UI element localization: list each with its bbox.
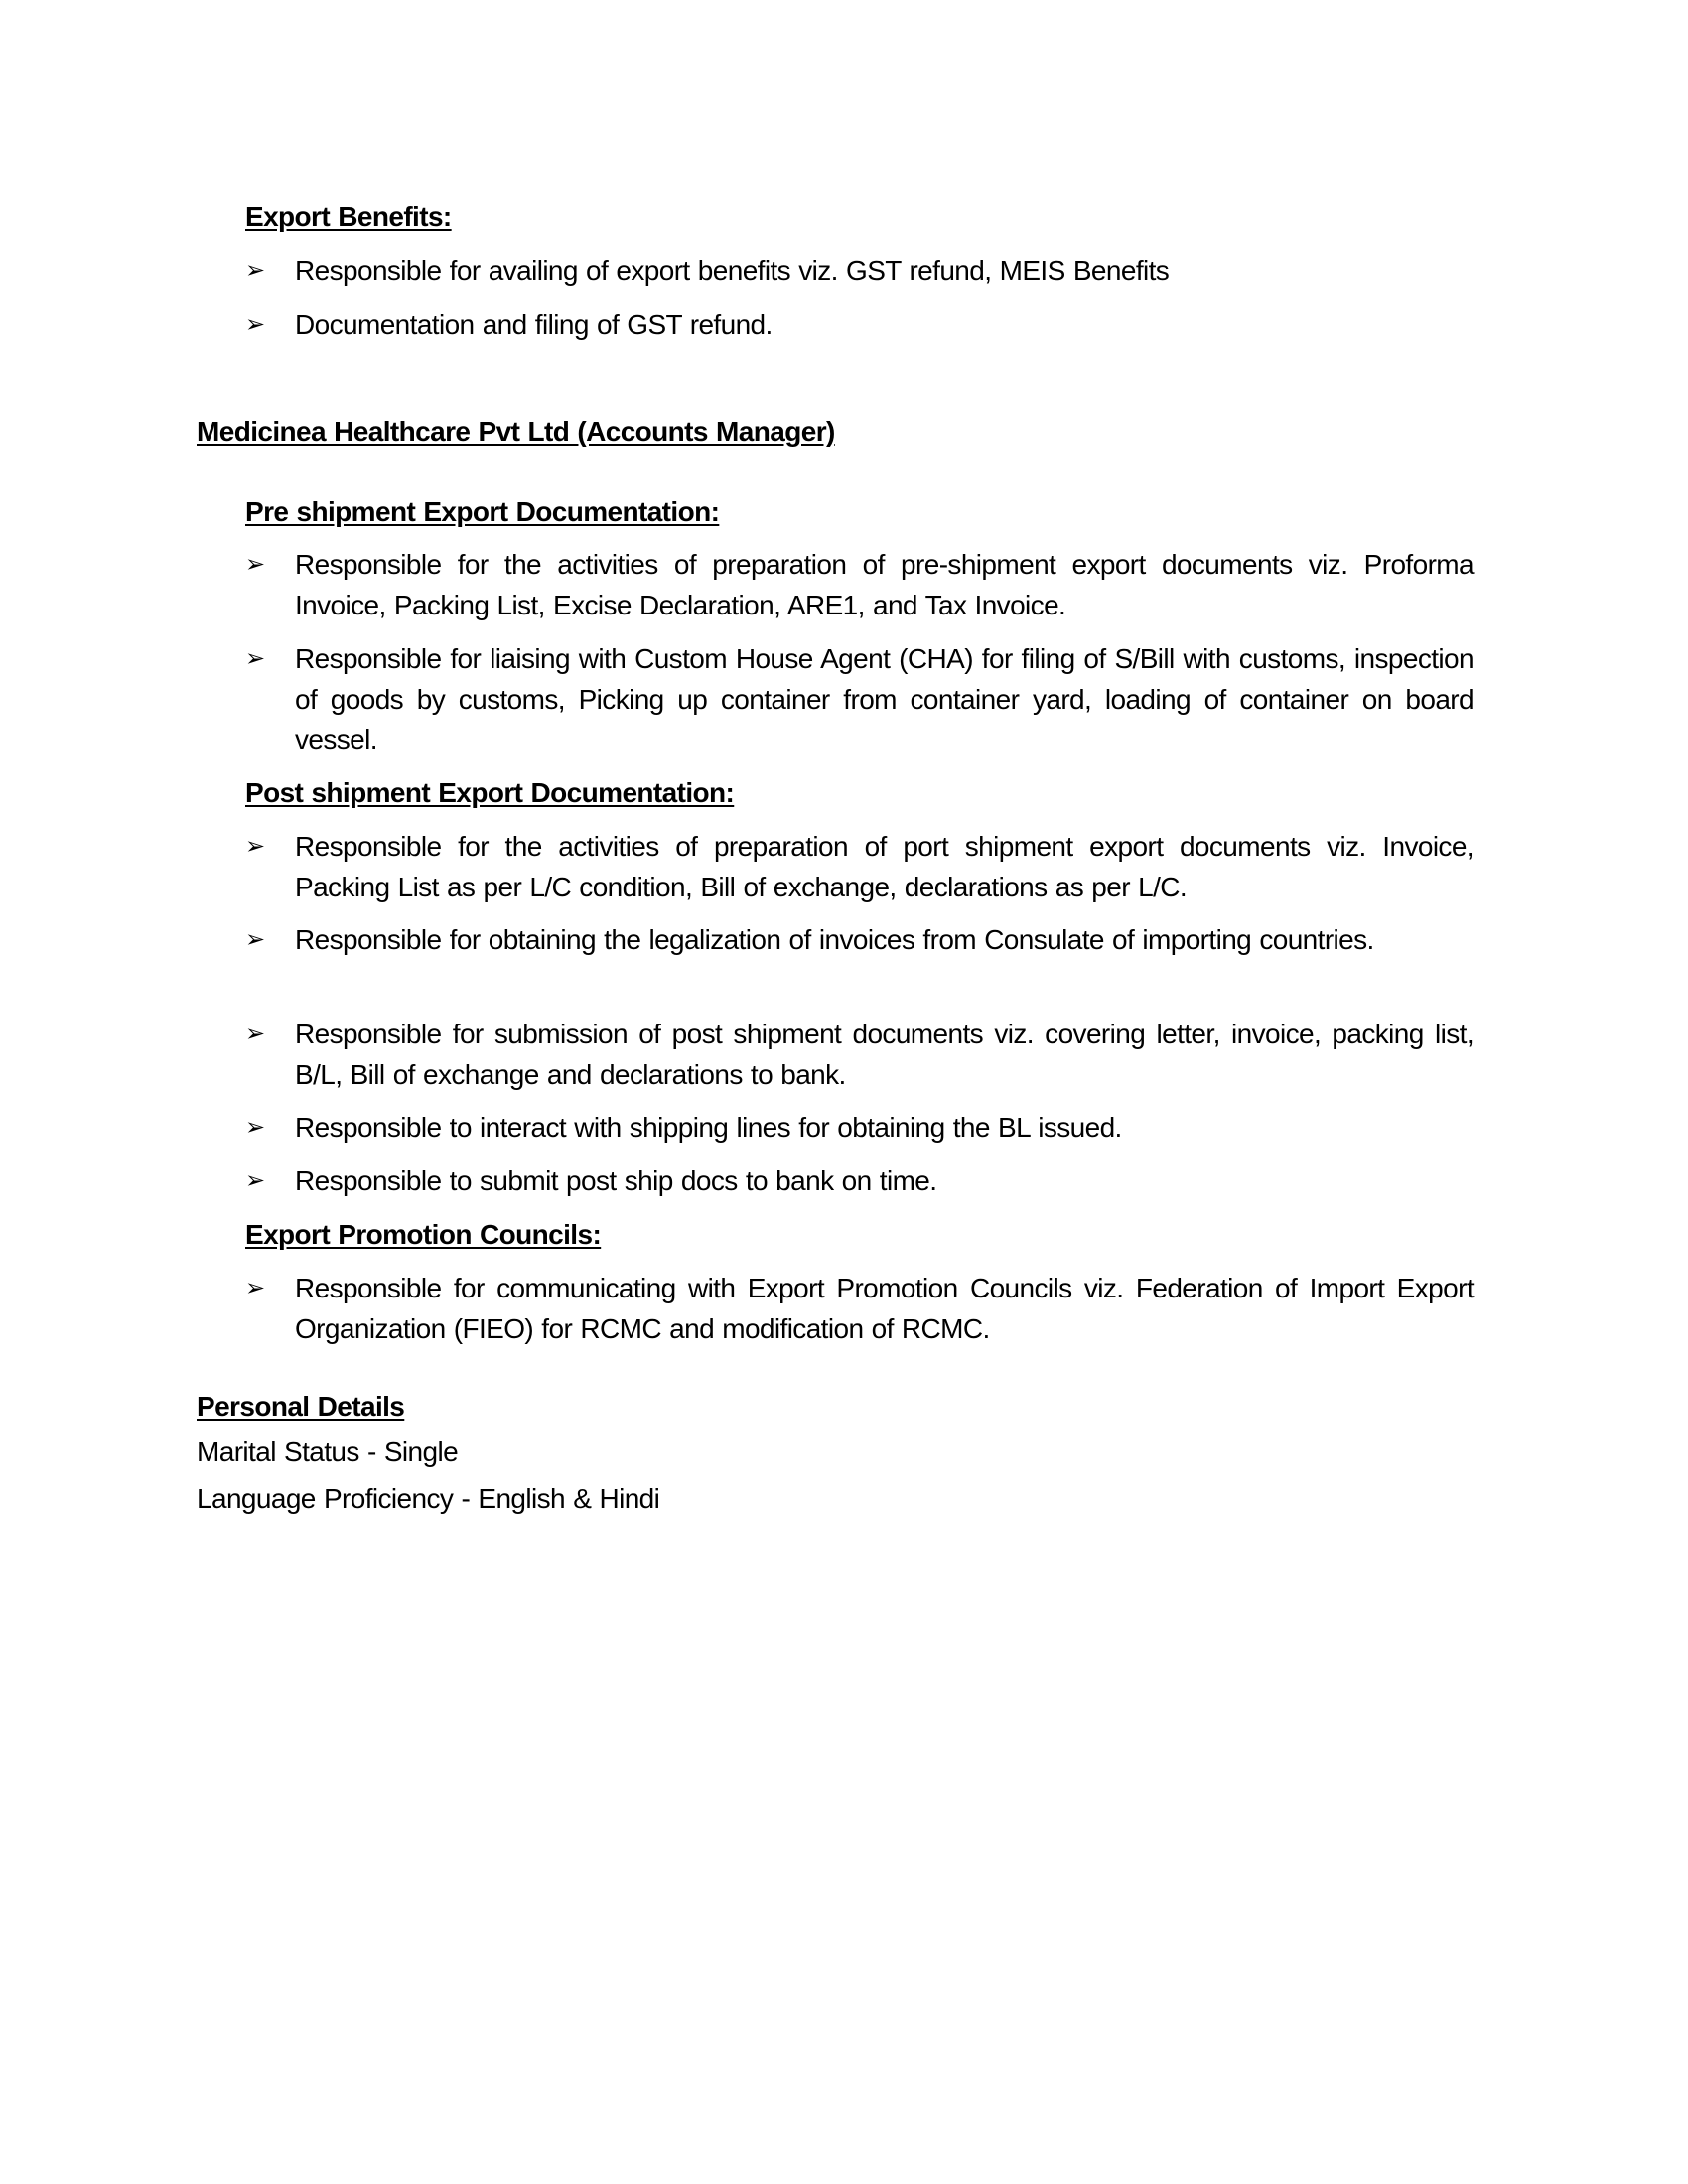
export-benefits-bullet-2: Documentation and filing of GST refund.: [295, 309, 773, 340]
export-promotion-heading: Export Promotion Councils:: [245, 1219, 602, 1250]
pre-shipment-bullet-1: Responsible for the activities of preparation of pre-shipment export documents viz. Proforma Invoice, Packing List, Excise Declaration, ARE1, and Tax Invoice.: [295, 549, 1474, 620]
personal-details-heading: Personal Details: [197, 1391, 405, 1422]
post-shipment-bullet-1: Responsible for the activities of preparation of port shipment export documents viz. Invoice, Packing List as per L/C condition, Bill of exchange, declarations as per L/C.: [295, 831, 1474, 902]
arrowhead-bullet-icon: ➢: [245, 257, 266, 284]
pre-shipment-bullet-2: Responsible for liaising with Custom House Agent (CHA) for filing of S/Bill with customs, inspection of goods by customs, Picking up container from container yard, loading of container on board vessel.: [295, 643, 1474, 754]
post-shipment-bullet-2: Responsible for obtaining the legalization of invoices from Consulate of importing countries.: [295, 924, 1374, 955]
company-heading: Medicinea Healthcare Pvt Ltd (Accounts Manager): [197, 416, 835, 447]
language-proficiency: Language Proficiency - English & Hindi: [197, 1483, 660, 1514]
post-shipment-bullet-4: Responsible to interact with shipping lines for obtaining the BL issued.: [295, 1112, 1122, 1143]
export-benefits-heading: Export Benefits:: [245, 202, 452, 232]
arrowhead-bullet-icon: ➢: [245, 311, 266, 338]
arrowhead-bullet-icon: ➢: [245, 926, 266, 953]
arrowhead-bullet-icon: ➢: [245, 1114, 266, 1141]
arrowhead-bullet-icon: ➢: [245, 551, 266, 578]
post-shipment-bullet-3: Responsible for submission of post shipment documents viz. covering letter, invoice, packing list, B/L, Bill of exchange and declarations to bank.: [295, 1019, 1474, 1090]
arrowhead-bullet-icon: ➢: [245, 833, 266, 860]
post-shipment-bullet-5: Responsible to submit post ship docs to bank on time.: [295, 1165, 937, 1196]
arrowhead-bullet-icon: ➢: [245, 645, 266, 672]
marital-status: Marital Status - Single: [197, 1436, 459, 1467]
export-benefits-bullet-1: Responsible for availing of export benefits viz. GST refund, MEIS Benefits: [295, 255, 1170, 286]
arrowhead-bullet-icon: ➢: [245, 1275, 266, 1301]
arrowhead-bullet-icon: ➢: [245, 1167, 266, 1194]
pre-shipment-heading: Pre shipment Export Documentation:: [245, 496, 720, 527]
arrowhead-bullet-icon: ➢: [245, 1021, 266, 1047]
export-promotion-bullet-1: Responsible for communicating with Export Promotion Councils viz. Federation of Import Export Organization (FIEO) for RCMC and modification of RCMC.: [295, 1273, 1474, 1344]
post-shipment-heading: Post shipment Export Documentation:: [245, 777, 735, 808]
